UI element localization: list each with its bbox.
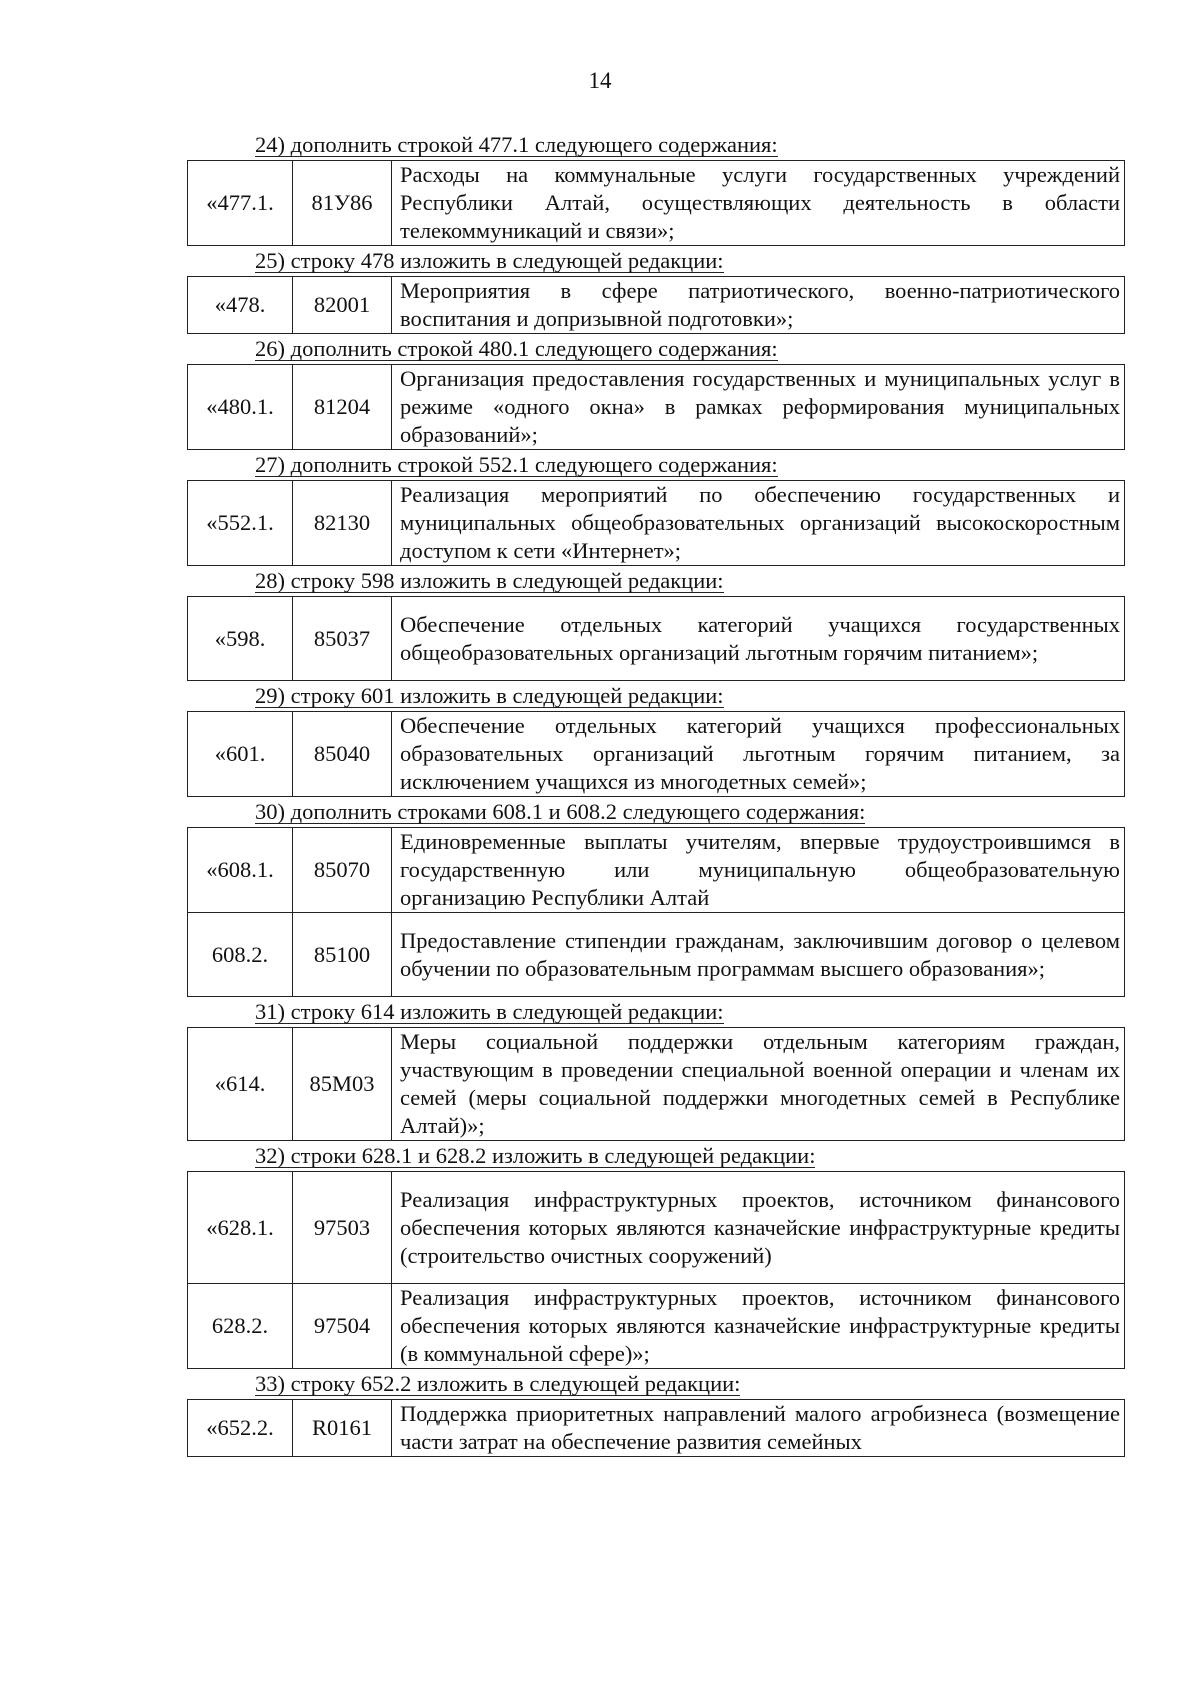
section-heading: 24) дополнить строкой 477.1 следующего содержания: [255, 132, 778, 157]
row-description: Расходы на коммунальные услуги государственных учреждений Республики Алтай, осуществляющих деятельность в области телекоммуникаций и связи»; [392, 161, 1125, 246]
budget-code: 81204 [293, 365, 392, 450]
row-description: Реализация мероприятий по обеспечению государственных и муниципальных общеобразовательных организаций высокоскоростным доступом к сети «Интернет»; [392, 481, 1125, 566]
section-31 [187, 997, 1125, 1141]
row-description: Мероприятия в сфере патриотического, военно-патриотического воспитания и допризывной подготовки»; [392, 277, 1125, 334]
budget-code: 85037 [293, 597, 392, 681]
table-row [188, 1028, 1125, 1141]
row-description: Реализация инфраструктурных проектов, источником финансового обеспечения которых являются казначейские инфраструктурные кредиты (строительство очистных сооружений) [392, 1172, 1125, 1284]
amendment-table [187, 364, 1125, 450]
row-description: Организация предоставления государственных и муниципальных услуг в режиме «одного окна» в рамках реформирования муниципальных образований»; [392, 365, 1125, 450]
row-description: Единовременные выплаты учителям, впервые трудоустроившимся в государственную или муниципальную общеобразовательную организацию Республики Алтай [392, 828, 1125, 913]
row-number: «480.1. [188, 365, 293, 450]
page-number: 14 [588, 68, 612, 93]
table-row [188, 1284, 1125, 1369]
section-33 [187, 1369, 1125, 1457]
row-description: Обеспечение отдельных категорий учащихся профессиональных образовательных организаций льготным горячим питанием, за исключением учащихся из многодетных семей»; [392, 712, 1125, 797]
row-description: Поддержка приоритетных направлений малого агробизнеса (возмещение части затрат на обеспечение развития семейных [392, 1400, 1125, 1457]
section-25 [187, 246, 1125, 334]
row-description: Обеспечение отдельных категорий учащихся государственных общеобразовательных организаций льготным горячим питанием»; [392, 597, 1125, 681]
section-heading: 28) строку 598 изложить в следующей редакции: [255, 568, 724, 593]
section-heading: 31) строку 614 изложить в следующей редакции: [255, 999, 724, 1024]
section-30 [187, 797, 1125, 997]
amendment-table [187, 160, 1125, 246]
budget-code: 81У86 [293, 161, 392, 246]
amendment-table [187, 1399, 1125, 1457]
section-heading: 33) строку 652.2 изложить в следующей редакции: [255, 1371, 741, 1396]
table-row [188, 161, 1125, 246]
row-number: «601. [188, 712, 293, 797]
table-row [188, 913, 1125, 997]
row-number: 628.2. [188, 1284, 293, 1369]
row-description: Предоставление стипендии гражданам, заключившим договор о целевом обучении по образовательным программам высшего образования»; [392, 913, 1125, 997]
budget-code: 85070 [293, 828, 392, 913]
row-number: «552.1. [188, 481, 293, 566]
budget-code: 82130 [293, 481, 392, 566]
row-number: «477.1. [188, 161, 293, 246]
section-26 [187, 334, 1125, 450]
row-number: «652.2. [188, 1400, 293, 1457]
row-number: «598. [188, 597, 293, 681]
row-number: 608.2. [188, 913, 293, 997]
amendments-list [187, 130, 1125, 1457]
section-28 [187, 566, 1125, 681]
section-heading: 29) строку 601 изложить в следующей редакции: [255, 683, 724, 708]
table-row [188, 712, 1125, 797]
row-number: «478. [188, 277, 293, 334]
budget-code: 97503 [293, 1172, 392, 1284]
row-number: «614. [188, 1028, 293, 1141]
section-32 [187, 1141, 1125, 1369]
section-heading: 27) дополнить строкой 552.1 следующего содержания: [255, 452, 778, 477]
section-27 [187, 450, 1125, 566]
amendment-table [187, 711, 1125, 797]
amendment-table [187, 827, 1125, 997]
section-heading: 30) дополнить строками 608.1 и 608.2 следующего содержания: [255, 799, 866, 824]
budget-code: 97504 [293, 1284, 392, 1369]
row-number: «608.1. [188, 828, 293, 913]
budget-code: 85М03 [293, 1028, 392, 1141]
section-heading: 32) строки 628.1 и 628.2 изложить в следующей редакции: [255, 1143, 816, 1168]
table-row [188, 277, 1125, 334]
budget-code: R0161 [293, 1400, 392, 1457]
table-row [188, 597, 1125, 681]
table-row [188, 481, 1125, 566]
amendment-table [187, 480, 1125, 566]
section-heading: 25) строку 478 изложить в следующей редакции: [255, 248, 724, 273]
amendment-table [187, 596, 1125, 681]
budget-code: 82001 [293, 277, 392, 334]
table-row [188, 828, 1125, 913]
amendment-table [187, 1171, 1125, 1369]
table-row [188, 365, 1125, 450]
amendment-table [187, 276, 1125, 334]
section-29 [187, 681, 1125, 797]
table-row [188, 1400, 1125, 1457]
row-number: «628.1. [188, 1172, 293, 1284]
budget-code: 85100 [293, 913, 392, 997]
section-heading: 26) дополнить строкой 480.1 следующего содержания: [255, 336, 778, 361]
section-24 [187, 130, 1125, 246]
budget-code: 85040 [293, 712, 392, 797]
row-description: Реализация инфраструктурных проектов, источником финансового обеспечения которых являются казначейские инфраструктурные кредиты (в коммунальной сфере)»; [392, 1284, 1125, 1369]
amendment-table [187, 1027, 1125, 1141]
row-description: Меры социальной поддержки отдельным категориям граждан, участвующим в проведении специальной военной операции и членам их семей (меры социальной поддержки многодетных семей в Республике Алтай)»; [392, 1028, 1125, 1141]
table-row [188, 1172, 1125, 1284]
